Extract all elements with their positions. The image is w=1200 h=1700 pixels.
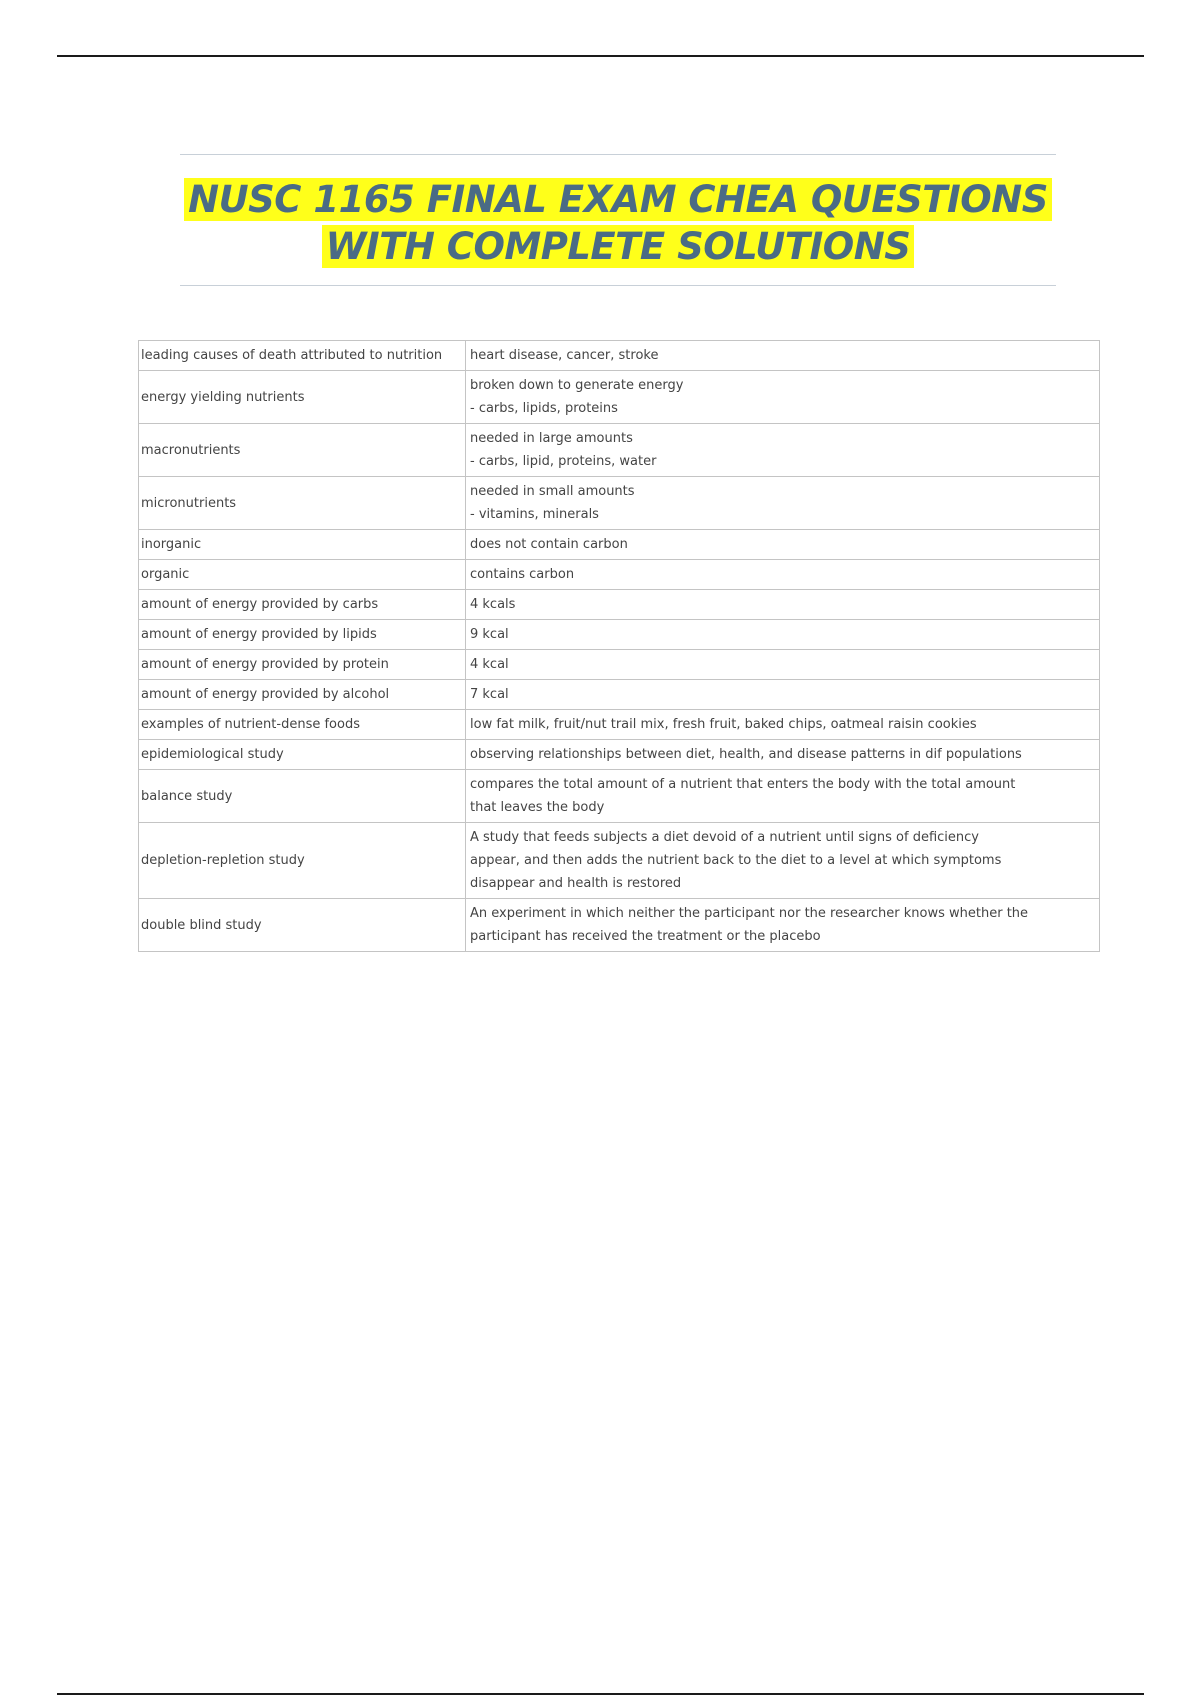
definition-line: that leaves the body [470,800,605,815]
table-row [139,899,1100,952]
term-cell: double blind study [139,899,466,952]
definition-line: does not contain carbon [470,537,628,552]
definition-line: - carbs, lipid, proteins, water [470,454,657,469]
term-cell: balance study [139,770,466,823]
term-cell: energy yielding nutrients [139,371,466,424]
definition-cell [466,371,1100,424]
definition-line: - vitamins, minerals [470,507,599,522]
page-bottom-rule [57,1693,1144,1695]
term-cell: amount of energy provided by carbs [139,590,466,620]
definition-cell [466,770,1100,823]
definition-line: participant has received the treatment or the placebo [470,929,821,944]
table-row [139,680,1100,710]
title-block [180,154,1056,286]
table-row [139,424,1100,477]
definition-line: needed in large amounts [470,431,633,446]
term-cell: amount of energy provided by alcohol [139,680,466,710]
table-row [139,371,1100,424]
definition-line: compares the total amount of a nutrient that enters the body with the total amount [470,777,1016,792]
definition-cell [466,740,1100,770]
term-cell: epidemiological study [139,740,466,770]
definition-cell [466,710,1100,740]
definition-line: needed in small amounts [470,484,635,499]
term-cell: inorganic [139,530,466,560]
term-cell: leading causes of death attributed to nutrition [139,341,466,371]
document-title [180,176,1056,270]
title-rule-top [180,154,1056,155]
table-row [139,770,1100,823]
term-cell: examples of nutrient-dense foods [139,710,466,740]
definition-line: broken down to generate energy [470,378,684,393]
definition-line: 4 kcal [470,657,509,672]
definition-line: observing relationships between diet, health, and disease patterns in dif populations [470,747,1022,762]
definition-cell [466,530,1100,560]
table-row [139,530,1100,560]
definition-line: 4 kcals [470,597,516,612]
term-cell: micronutrients [139,477,466,530]
table-row [139,710,1100,740]
definition-line: contains carbon [470,567,575,582]
definition-cell [466,899,1100,952]
title-line-1: NUSC 1165 FINAL EXAM CHEA QUESTIONS [184,178,1052,221]
definition-line: disappear and health is restored [470,876,682,891]
definition-cell [466,341,1100,371]
definition-cell [466,680,1100,710]
definition-line: heart disease, cancer, stroke [470,348,659,363]
definition-line: An experiment in which neither the participant nor the researcher knows whether the [470,906,1029,921]
table-row [139,620,1100,650]
definition-cell [466,823,1100,899]
definition-cell [466,560,1100,590]
table-row [139,823,1100,899]
definition-line: A study that feeds subjects a diet devoid of a nutrient until signs of deficiency [470,830,979,845]
page-top-rule [57,55,1144,57]
definition-cell [466,590,1100,620]
term-cell: macronutrients [139,424,466,477]
term-cell: amount of energy provided by lipids [139,620,466,650]
definition-cell [466,424,1100,477]
table-row [139,341,1100,371]
table-row [139,650,1100,680]
definition-cell [466,477,1100,530]
definition-line: appear, and then adds the nutrient back to the diet to a level at which symptoms [470,853,1002,868]
definition-line: low fat milk, fruit/nut trail mix, fresh fruit, baked chips, oatmeal raisin cookies [470,717,977,732]
table-row [139,590,1100,620]
definition-line: 7 kcal [470,687,509,702]
qa-table [138,340,1100,952]
definition-cell [466,650,1100,680]
definition-line: - carbs, lipids, proteins [470,401,618,416]
qa-table-body [139,341,1100,952]
term-cell: amount of energy provided by protein [139,650,466,680]
table-row [139,560,1100,590]
table-row [139,477,1100,530]
definition-line: 9 kcal [470,627,509,642]
table-row [139,740,1100,770]
term-cell: organic [139,560,466,590]
title-line-2: WITH COMPLETE SOLUTIONS [322,225,915,268]
definition-cell [466,620,1100,650]
title-rule-bottom [180,285,1056,286]
term-cell: depletion-repletion study [139,823,466,899]
